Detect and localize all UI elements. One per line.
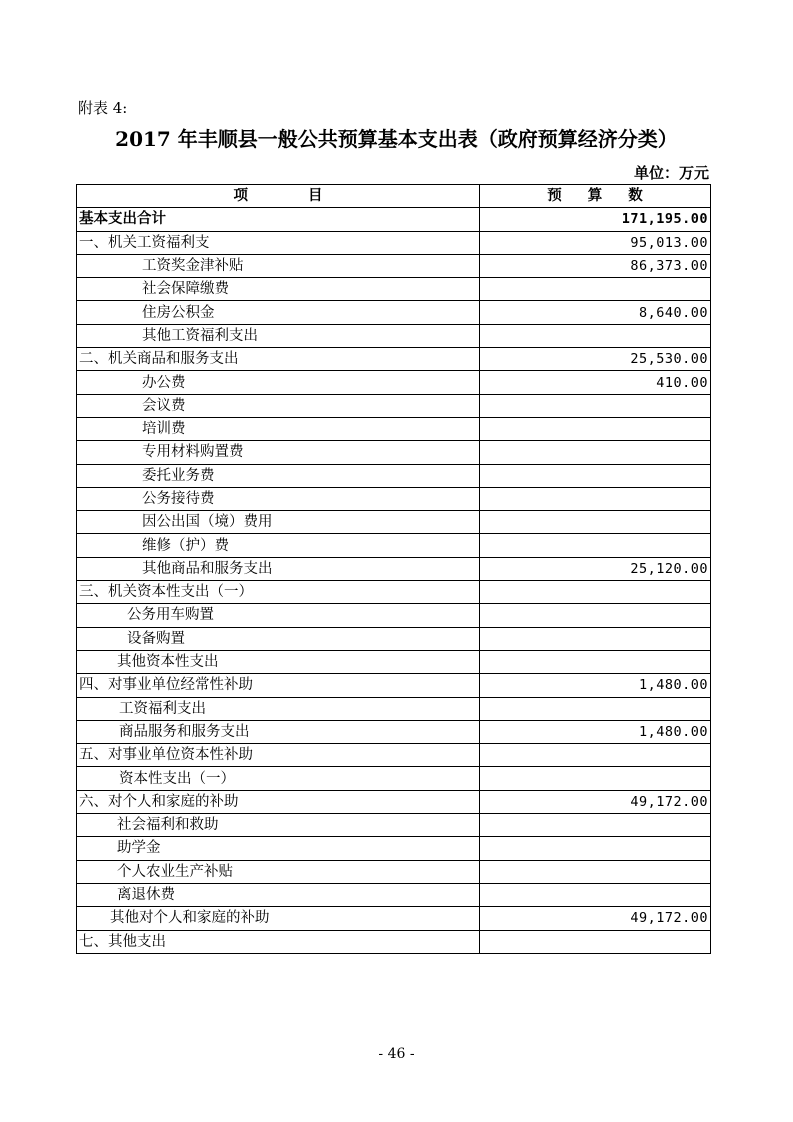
row-value bbox=[480, 744, 711, 767]
row-label: 委托业务费 bbox=[77, 464, 480, 487]
row-value bbox=[480, 417, 711, 440]
row-label: 培训费 bbox=[77, 417, 480, 440]
table-row bbox=[77, 790, 711, 813]
table-row bbox=[77, 581, 711, 604]
unit-label: 单位：万元 bbox=[633, 164, 709, 182]
table-row bbox=[77, 907, 711, 930]
table-row bbox=[77, 441, 711, 464]
row-label: 公务接待费 bbox=[77, 487, 480, 510]
row-label: 其他商品和服务支出 bbox=[77, 557, 480, 580]
row-value: 49,172.00 bbox=[480, 907, 711, 930]
table-row bbox=[77, 348, 711, 371]
row-label: 商品服务和服务支出 bbox=[77, 720, 480, 743]
table-row bbox=[77, 860, 711, 883]
table-row bbox=[77, 744, 711, 767]
row-value: 49,172.00 bbox=[480, 790, 711, 813]
table-row bbox=[77, 697, 711, 720]
table-row bbox=[77, 883, 711, 906]
row-value bbox=[480, 930, 711, 953]
row-label: 其他工资福利支出 bbox=[77, 324, 480, 347]
row-label: 离退休费 bbox=[77, 883, 480, 906]
table-header-row bbox=[77, 185, 711, 208]
row-label: 社会福利和救助 bbox=[77, 814, 480, 837]
row-value: 95,013.00 bbox=[480, 231, 711, 254]
row-value: 25,120.00 bbox=[480, 557, 711, 580]
row-label: 工资奖金津补贴 bbox=[77, 254, 480, 277]
row-value bbox=[480, 837, 711, 860]
row-value bbox=[480, 394, 711, 417]
row-label: 个人农业生产补贴 bbox=[77, 860, 480, 883]
header-budget-amount: 预 算 数 bbox=[480, 185, 711, 208]
row-label: 二、机关商品和服务支出 bbox=[77, 348, 480, 371]
row-value bbox=[480, 604, 711, 627]
table-row bbox=[77, 371, 711, 394]
table-row bbox=[77, 511, 711, 534]
row-value bbox=[480, 581, 711, 604]
table-row bbox=[77, 487, 711, 510]
row-value: 1,480.00 bbox=[480, 674, 711, 697]
row-value bbox=[480, 883, 711, 906]
row-label: 维修（护）费 bbox=[77, 534, 480, 557]
table-row bbox=[77, 720, 711, 743]
table-row bbox=[77, 674, 711, 697]
row-value bbox=[480, 814, 711, 837]
row-label: 助学金 bbox=[77, 837, 480, 860]
row-value bbox=[480, 627, 711, 650]
row-label: 工资福利支出 bbox=[77, 697, 480, 720]
row-value: 171,195.00 bbox=[480, 208, 711, 231]
table-row bbox=[77, 930, 711, 953]
row-value: 86,373.00 bbox=[480, 254, 711, 277]
table-row bbox=[77, 254, 711, 277]
row-value bbox=[480, 324, 711, 347]
table-row bbox=[77, 324, 711, 347]
table-row bbox=[77, 231, 711, 254]
row-value: 410.00 bbox=[480, 371, 711, 394]
row-value bbox=[480, 534, 711, 557]
row-label: 七、其他支出 bbox=[77, 930, 480, 953]
row-label: 基本支出合计 bbox=[77, 208, 480, 231]
row-label: 会议费 bbox=[77, 394, 480, 417]
row-value: 25,530.00 bbox=[480, 348, 711, 371]
table-row-total bbox=[77, 208, 711, 231]
row-label: 办公费 bbox=[77, 371, 480, 394]
budget-table bbox=[76, 184, 711, 954]
row-label: 五、对事业单位资本性补助 bbox=[77, 744, 480, 767]
row-label: 资本性支出（一） bbox=[77, 767, 480, 790]
row-value bbox=[480, 278, 711, 301]
row-value: 1,480.00 bbox=[480, 720, 711, 743]
document-title: 2017 年丰顺县一般公共预算基本支出表（政府预算经济分类） bbox=[115, 127, 678, 151]
row-label: 住房公积金 bbox=[77, 301, 480, 324]
table-row bbox=[77, 301, 711, 324]
header-item: 项 目 bbox=[77, 185, 480, 208]
row-value bbox=[480, 860, 711, 883]
row-label: 一、机关工资福利支 bbox=[77, 231, 480, 254]
table-row bbox=[77, 534, 711, 557]
table-row bbox=[77, 650, 711, 673]
table-row bbox=[77, 837, 711, 860]
row-label: 设备购置 bbox=[77, 627, 480, 650]
row-label: 社会保障缴费 bbox=[77, 278, 480, 301]
row-value bbox=[480, 650, 711, 673]
table-row bbox=[77, 557, 711, 580]
row-label: 三、机关资本性支出（一） bbox=[77, 581, 480, 604]
row-value bbox=[480, 697, 711, 720]
row-value bbox=[480, 511, 711, 534]
row-label: 因公出国（境）费用 bbox=[77, 511, 480, 534]
table-row bbox=[77, 814, 711, 837]
row-label: 四、对事业单位经常性补助 bbox=[77, 674, 480, 697]
table-row bbox=[77, 278, 711, 301]
row-label: 六、对个人和家庭的补助 bbox=[77, 790, 480, 813]
table-row bbox=[77, 417, 711, 440]
row-value bbox=[480, 464, 711, 487]
row-label: 其他资本性支出 bbox=[77, 650, 480, 673]
row-label: 专用材料购置费 bbox=[77, 441, 480, 464]
row-label: 公务用车购置 bbox=[77, 604, 480, 627]
table-row bbox=[77, 627, 711, 650]
row-label: 其他对个人和家庭的补助 bbox=[77, 907, 480, 930]
row-value: 8,640.00 bbox=[480, 301, 711, 324]
table-row bbox=[77, 394, 711, 417]
row-value bbox=[480, 441, 711, 464]
row-value bbox=[480, 487, 711, 510]
table-row bbox=[77, 604, 711, 627]
attachment-label: 附表 4: bbox=[78, 99, 128, 117]
table-row bbox=[77, 464, 711, 487]
page-number: - 46 - bbox=[378, 1046, 415, 1062]
row-value bbox=[480, 767, 711, 790]
table-row bbox=[77, 767, 711, 790]
